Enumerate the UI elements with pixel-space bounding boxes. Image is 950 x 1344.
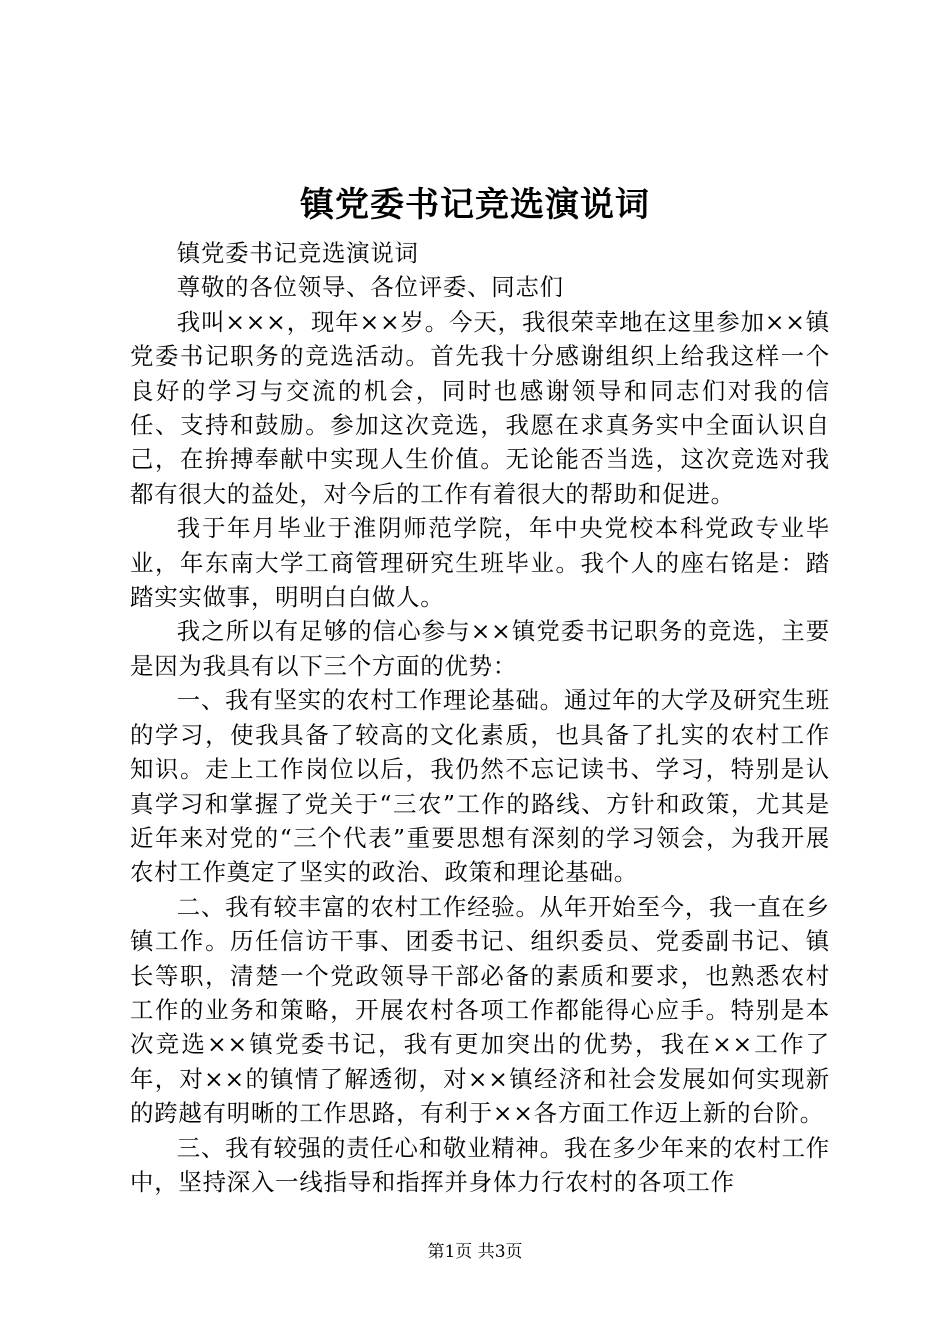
paragraph-subtitle: 镇党委书记竞选演说词	[176, 239, 419, 267]
paragraph-advantage-two: 二、我有较丰富的农村工作经验。从年开始至今，我一直在乡镇工作。历任信访干事、团委书记、组织委员、党委副书记、镇长等职，清楚一个党政领导干部必备的素质和要求，也熟悉农村工作的业务和策略，开展农村各项工作都能得心应手。特别是本次竞选××镇党委书记，我有更加突出的优势，我在××工作了年，对××的镇情了解透彻，对××镇经济和社会发展如何实现新的跨越有明晰的工作思路，有利于××各方面工作迈上新的台阶。	[130, 892, 830, 1128]
paragraph-advantage-three: 三、我有较强的责任心和敬业精神。我在多少年来的农村工作中，坚持深入一线指导和指挥并身体力行农村的各项工作	[130, 1133, 830, 1196]
page-number-footer: 第1页 共3页	[427, 1242, 523, 1262]
paragraph-advantages-intro: 我之所以有足够的信心参与××镇党委书记职务的竞选，主要是因为我具有以下三个方面的优势：	[130, 617, 830, 680]
paragraph-education: 我于年月毕业于淮阴师范学院，年中央党校本科党政专业毕业，年东南大学工商管理研究生班毕业。我个人的座右铭是：踏踏实实做事，明明白白做人。	[130, 514, 830, 612]
paragraph-introduction: 我叫×××，现年××岁。今天，我很荣幸地在这里参加××镇党委书记职务的竞选活动。首先我十分感谢组织上给我这样一个良好的学习与交流的机会，同时也感谢领导和同志们对我的信任、支持和鼓励。参加这次竞选，我愿在求真务实中全面认识自己，在拚搏奉献中实现人生价值。无论能否当选，这次竞选对我都有很大的益处，对今后的工作有着很大的帮助和促进。	[130, 307, 830, 508]
paragraph-salutation: 尊敬的各位领导、各位评委、同志们	[176, 273, 564, 302]
paragraph-advantage-one: 一、我有坚实的农村工作理论基础。通过年的大学及研究生班的学习，使我具备了较高的文化素质，也具备了扎实的农村工作知识。走上工作岗位以后，我仍然不忘记读书、学习，特别是认真学习和掌握了党关于“三农”工作的路线、方针和政策，尤其是近年来对党的“三个代表”重要思想有深刻的学习领会，为我开展农村工作奠定了坚实的政治、政策和理论基础。	[130, 686, 830, 887]
document-title: 镇党委书记竞选演说词	[300, 185, 650, 225]
document-body	[130, 236, 830, 1199]
